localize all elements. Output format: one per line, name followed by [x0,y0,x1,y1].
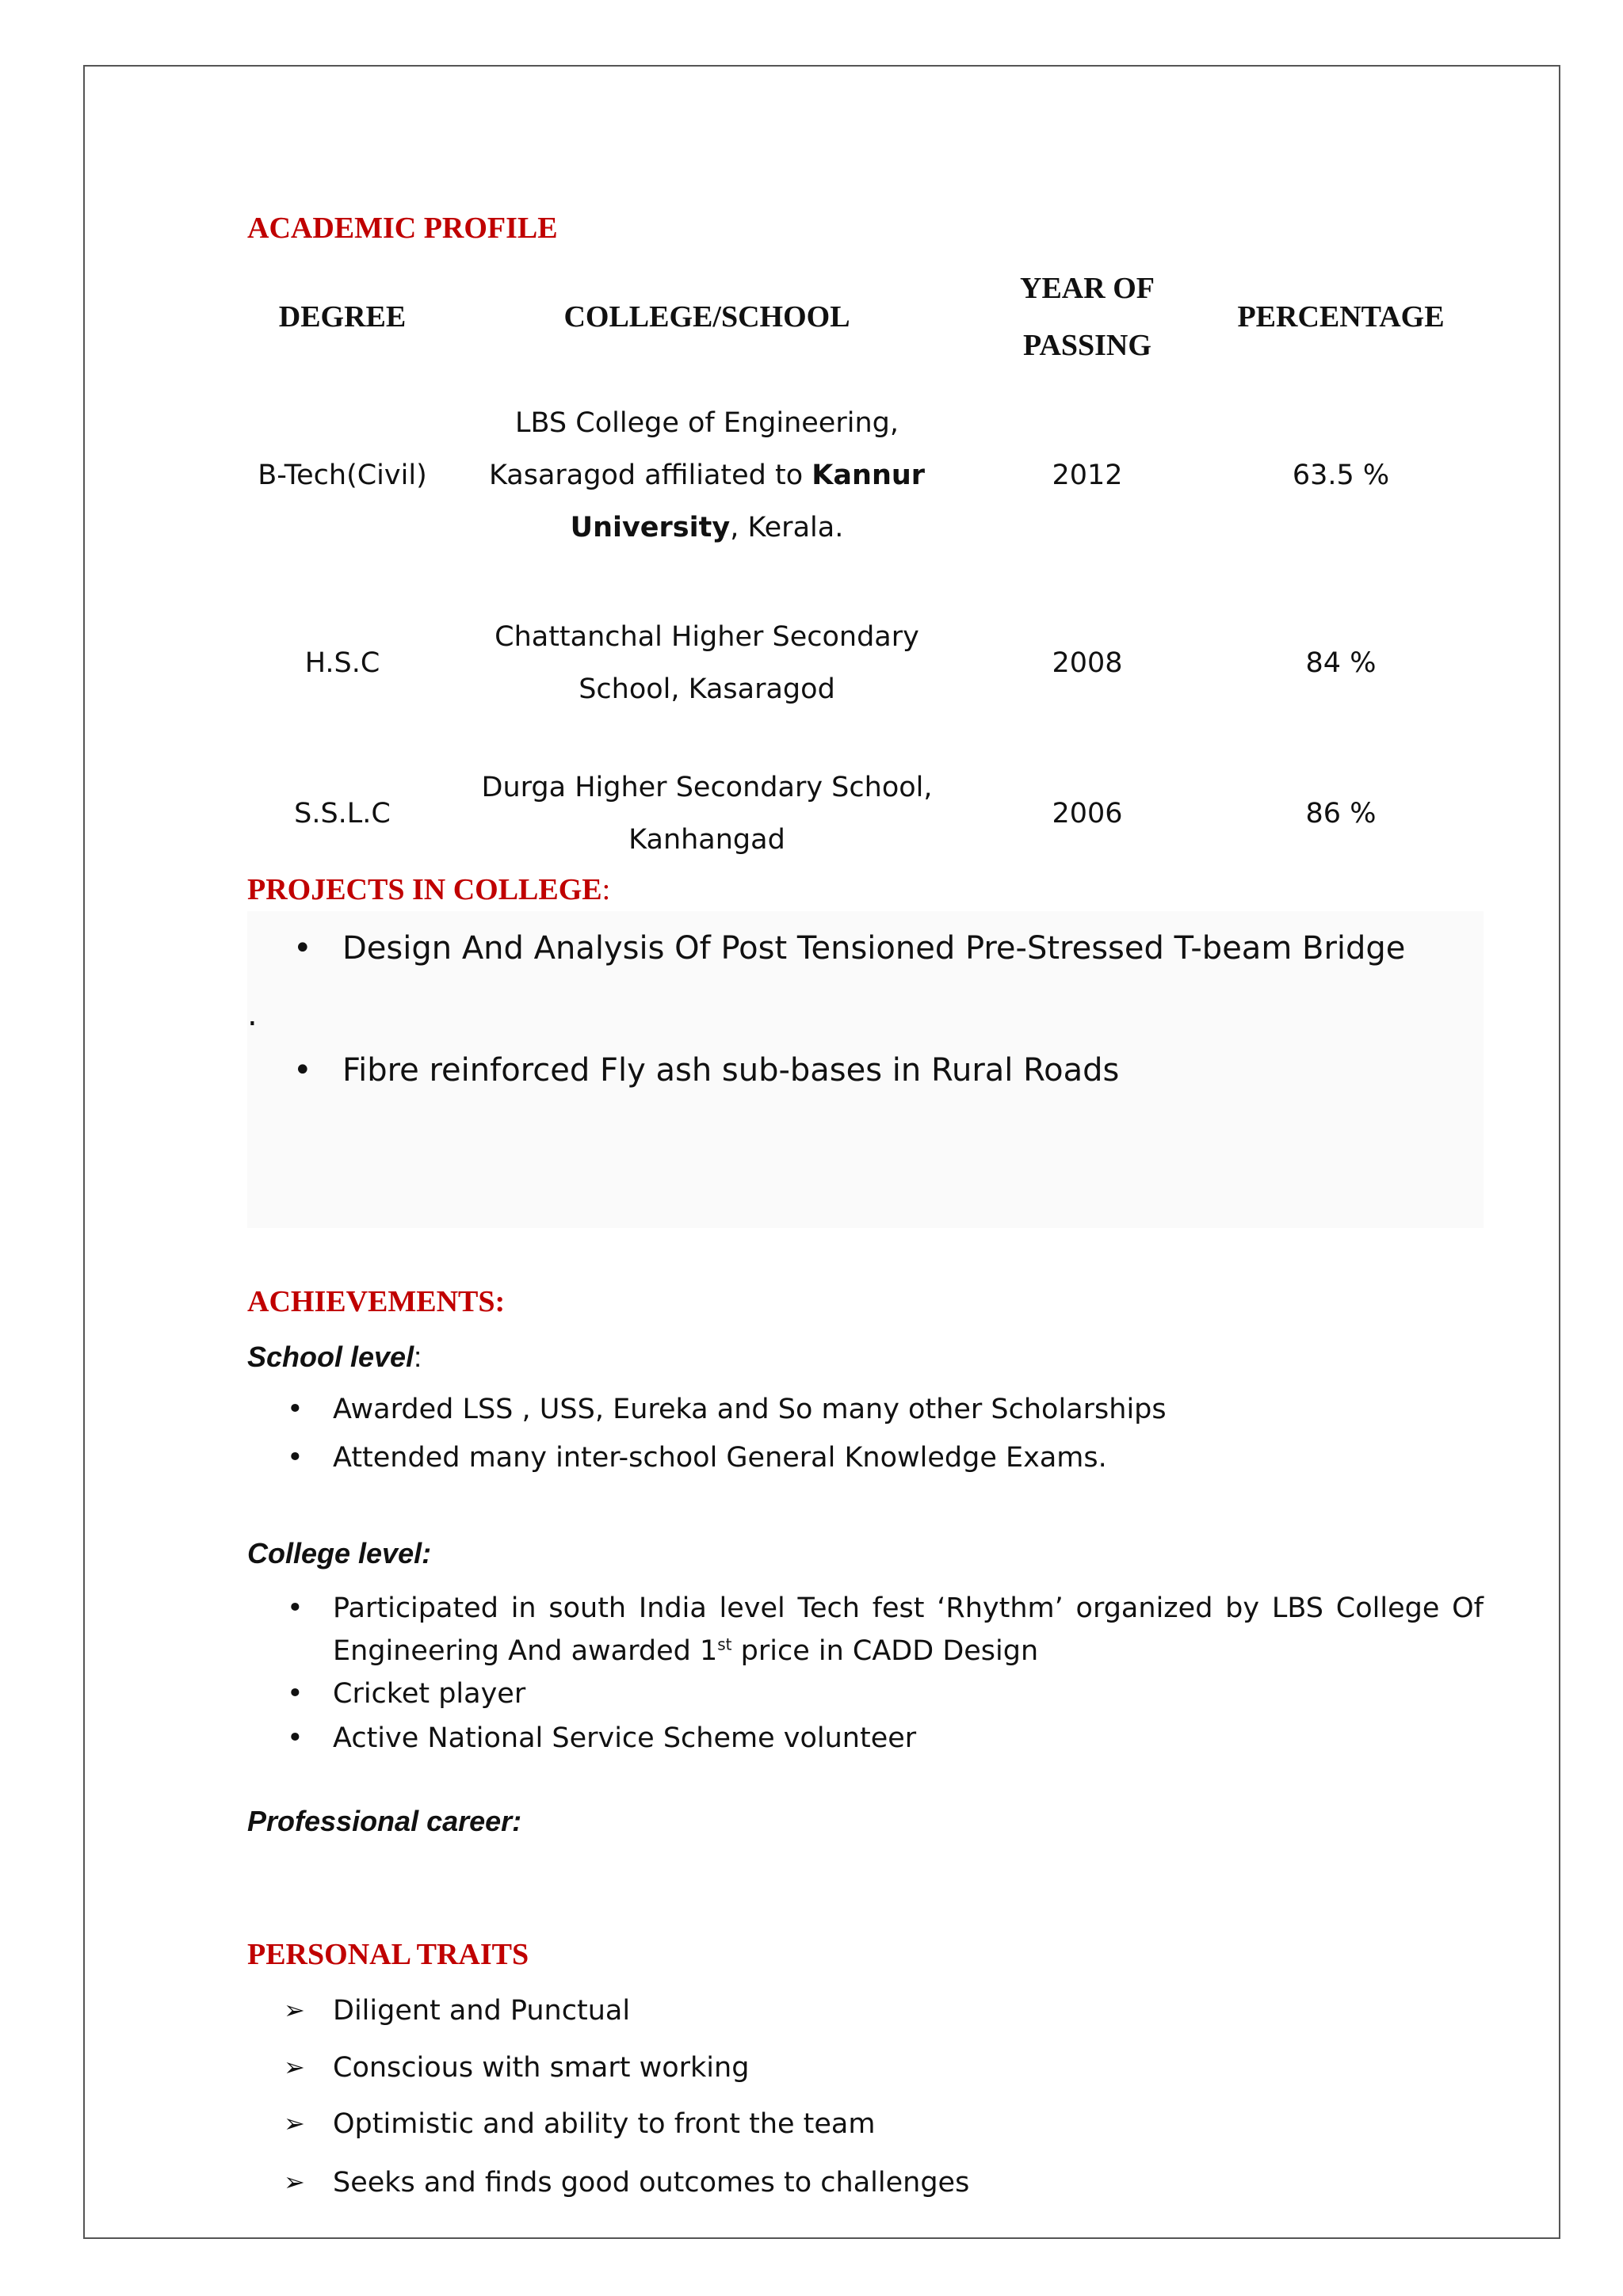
college-text: , Kerala. [730,512,844,543]
header-degree: DEGREE [278,300,407,334]
header-year [976,260,1198,374]
projects-heading [247,872,610,907]
university-name: Kannur [812,460,926,491]
college-cell [437,611,976,715]
trait-text: Optimistic and ability to front the team [333,2108,876,2140]
list-item [284,2052,750,2084]
trait-text: Conscious with smart working [333,2052,750,2084]
header-year-line1: YEAR OF [1020,272,1155,305]
college-line: School, Kasaragod [579,673,835,705]
academic-table [247,252,1484,875]
list-item [284,2167,970,2199]
school-level-colon: : [414,1341,422,1373]
percentage-cell: 63.5 % [1292,460,1390,491]
header-college: COLLEGE/SCHOOL [563,300,850,334]
degree-cell: H.S.C [304,647,380,679]
header-percentage: PERCENTAGE [1237,300,1445,334]
college-line: LBS College of Engineering, [515,407,899,439]
list-item: • Attended many inter-school General Knowledge Exams. [333,1442,1484,1474]
projects-heading-text: PROJECTS IN COLLEGE [247,873,602,906]
college-line [437,449,976,502]
achievement-text: price in CADD Design [731,1635,1039,1667]
ordinal-suffix: st [717,1634,732,1654]
list-item: • Cricket player [333,1678,1484,1710]
degree-cell: B-Tech(Civil) [258,460,427,491]
degree-cell: S.S.L.C [294,798,391,830]
arrow-bullet-icon: ➢ [284,2167,305,2197]
trait-text: Seeks and finds good outcomes to challenges [333,2167,970,2199]
list-item [284,2108,876,2140]
projects-heading-colon: : [601,873,611,906]
university-name: University [570,512,731,543]
college-line: Durga Higher Secondary School, [481,772,933,803]
percentage-cell: 86 % [1305,798,1377,830]
year-cell: 2006 [1052,798,1123,830]
arrow-bullet-icon: ➢ [284,1995,305,2025]
academic-profile-heading: ACADEMIC PROFILE [247,212,558,245]
header-year-line2: PASSING [1023,329,1151,362]
college-cell [437,761,976,866]
college-line [437,502,976,554]
college-line: Kanhangad [628,824,785,856]
trait-text: Diligent and Punctual [333,1995,631,2027]
year-cell: 2008 [1052,647,1123,679]
list-item: • Awarded LSS , USS, Eureka and So many other Scholarships [333,1394,1484,1425]
project-item: • Fibre reinforced Fly ash sub-bases in Rural Roads [342,1052,1119,1089]
arrow-bullet-icon: ➢ [284,2052,305,2082]
arrow-bullet-icon: ➢ [284,2108,305,2138]
list-item: • Active National Service Scheme volunteer [333,1722,1484,1754]
personal-traits-heading: PERSONAL TRAITS [247,1938,529,1971]
table-row [247,569,1484,753]
year-cell: 2012 [1052,460,1123,491]
college-line: Chattanchal Higher Secondary [495,621,919,653]
professional-career-label: Professional career: [247,1805,522,1837]
separator-dot: . [247,997,258,1033]
school-level-text: School level [247,1341,414,1373]
projects-box [247,911,1484,1228]
school-level-label [247,1341,422,1374]
list-item [333,1587,1484,1672]
achievement-text: Participated in south India level Tech fest ‘Rhythm’ organized by LBS College Of Engineering And awarded 1 [333,1592,1484,1667]
list-item [284,1995,631,2027]
college-cell [437,397,976,554]
academic-table-header [247,252,1484,382]
college-level-label: College level: [247,1537,432,1569]
achievements-heading: ACHIEVEMENTS: [247,1285,506,1318]
table-row [247,382,1484,569]
project-item: • Design And Analysis Of Post Tensioned Pre-Stressed T-beam Bridge [342,930,1405,967]
percentage-cell: 84 % [1305,647,1377,679]
college-text: Kasaragod affiliated to [488,460,812,491]
table-row [247,753,1484,875]
